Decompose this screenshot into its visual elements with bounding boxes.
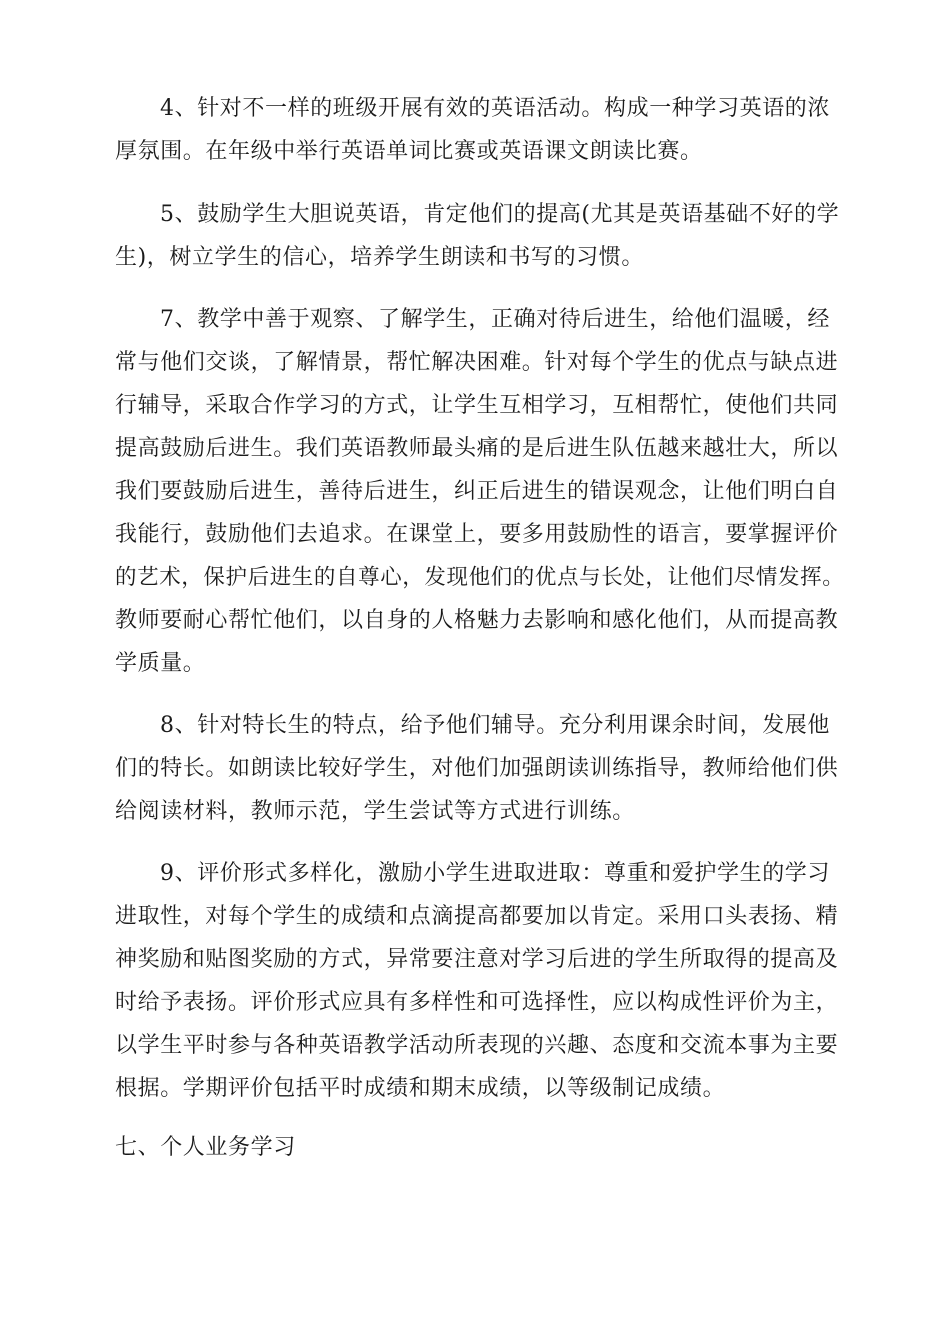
paragraph-4-line-1: 4、针对不一样的班级开展有效的英语活动。构成一种学习英语的浓 <box>160 96 830 121</box>
paragraph-7-line-2: 常与他们交谈，了解情景，帮忙解决困难。针对每个学生的优点与缺点进 <box>115 350 839 375</box>
paragraph-9-line-2: 进取性，对每个学生的成绩和点滴提高都要加以肯定。采用口头表扬、精 <box>115 904 839 929</box>
paragraph-7-line-6: 我能行，鼓励他们去追求。在课堂上，要多用鼓励性的语言，要掌握评价 <box>115 522 839 547</box>
paragraph-9-line-5: 以学生平时参与各种英语教学活动所表现的兴趣、态度和交流本事为主要 <box>115 1033 839 1058</box>
paragraph-9-line-3: 神奖励和贴图奖励的方式，异常要注意对学习后进的学生所取得的提高及 <box>115 947 839 972</box>
paragraph-7-line-5: 我们要鼓励后进生，善待后进生，纠正后进生的错误观念，让他们明白自 <box>115 479 839 504</box>
paragraph-7-line-7: 的艺术，保护后进生的自尊心，发现他们的优点与长处，让他们尽情发挥。 <box>115 565 845 590</box>
paragraph-8-line-1: 8、针对特长生的特点，给予他们辅导。充分利用课余时间，发展他 <box>160 713 830 738</box>
section-heading: 七、个人业务学习 <box>115 1135 296 1160</box>
paragraph-7-line-4: 提高鼓励后进生。我们英语教师最头痛的是后进生队伍越来越壮大，所以 <box>115 436 839 461</box>
paragraph-7-line-3: 行辅导，采取合作学习的方式，让学生互相学习，互相帮忙，使他们共同 <box>115 393 839 418</box>
paragraph-5-line-2: 生)，树立学生的信心，培养学生朗读和书写的习惯。 <box>115 245 644 270</box>
paragraph-9-line-4: 时给予表扬。评价形式应具有多样性和可选择性，应以构成性评价为主， <box>115 990 839 1015</box>
paragraph-8-line-3: 给阅读材料，教师示范，学生尝试等方式进行训练。 <box>115 799 635 824</box>
paragraph-5-line-1: 5、鼓励学生大胆说英语，肯定他们的提高(尤其是英语基础不好的学 <box>160 202 840 227</box>
paragraph-9-line-6: 根据。学期评价包括平时成绩和期末成绩，以等级制记成绩。 <box>115 1076 726 1101</box>
paragraph-7-line-1: 7、教学中善于观察、了解学生，正确对待后进生，给他们温暖，经 <box>160 307 830 332</box>
paragraph-4-line-2: 厚氛围。在年级中举行英语单词比赛或英语课文朗读比赛。 <box>115 139 703 164</box>
paragraph-9-line-1: 9、评价形式多样化，激励小学生进取进取：尊重和爱护学生的学习 <box>160 861 830 886</box>
paragraph-7-line-8: 教师要耐心帮忙他们，以自身的人格魅力去影响和感化他们，从而提高教 <box>115 608 839 633</box>
paragraph-8-line-2: 们的特长。如朗读比较好学生，对他们加强朗读训练指导，教师给他们供 <box>115 756 839 781</box>
paragraph-7-line-9: 学质量。 <box>115 651 206 676</box>
